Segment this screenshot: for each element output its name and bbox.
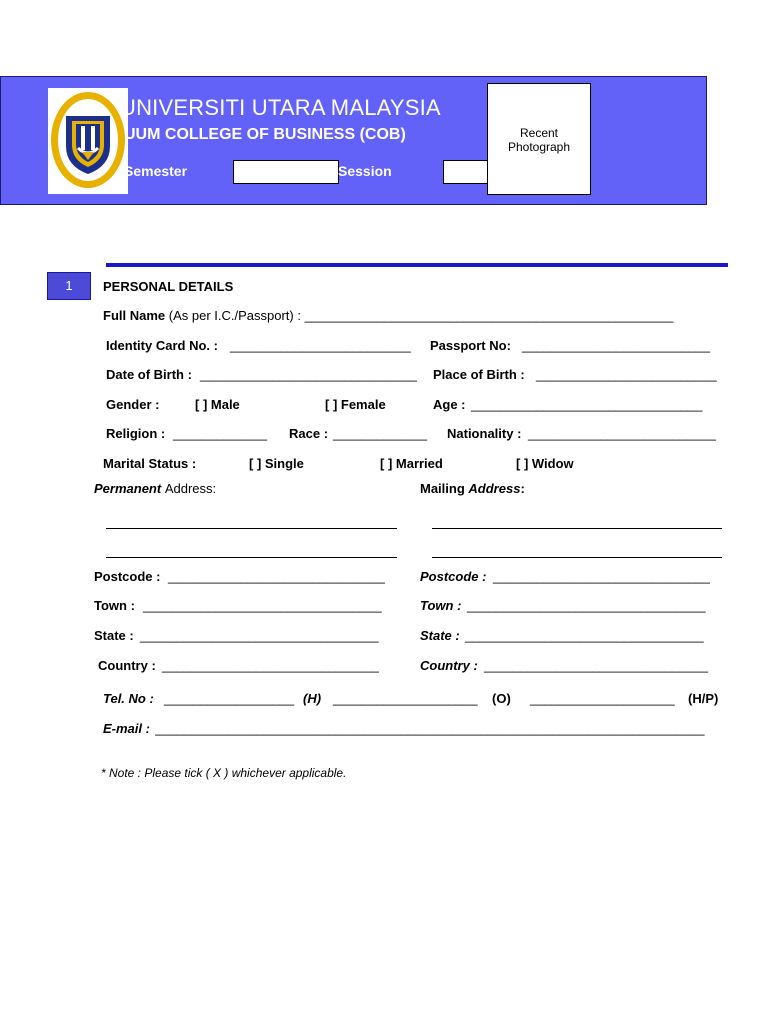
address-word-italic: Address <box>468 481 521 496</box>
marital-single-checkbox[interactable]: [ ] Single <box>249 456 304 471</box>
full-name-label: Full Name <box>103 308 166 323</box>
mail-town-label: Town : <box>420 598 462 613</box>
town-blank[interactable]: _________________________________ <box>143 598 382 613</box>
photo-label-line1: Recent <box>519 126 559 140</box>
college-name: UUM COLLEGE OF BUSINESS (COB) <box>124 126 406 143</box>
dob-blank[interactable]: ______________________________ <box>200 367 417 382</box>
nationality-label: Nationality : <box>447 426 522 441</box>
section-title: PERSONAL DETAILS <box>103 279 234 294</box>
race-label: Race : <box>289 426 329 441</box>
permanent-address-line-1[interactable] <box>106 528 397 529</box>
session-label: Session <box>338 163 392 179</box>
mailing-address-line-1[interactable] <box>432 528 722 529</box>
section-number: 1 <box>47 272 91 300</box>
ic-blank[interactable]: _________________________ <box>230 338 411 353</box>
tel-handphone-blank[interactable]: ____________________ <box>530 691 675 706</box>
semester-label: Semester <box>124 163 188 179</box>
photo-label-line2: Photograph <box>507 140 571 154</box>
tel-office-blank[interactable]: ____________________ <box>333 691 478 706</box>
age-blank[interactable]: ________________________________ <box>471 397 703 412</box>
mail-postcode-blank[interactable]: ______________________________ <box>493 569 710 584</box>
mailing-address-line-2[interactable] <box>432 557 722 558</box>
country-label: Country : <box>98 658 156 673</box>
race-blank[interactable]: _____________ <box>333 426 427 441</box>
tel-home-blank[interactable]: __________________ <box>164 691 295 706</box>
address-colon: : <box>520 481 525 496</box>
religion-label: Religion : <box>106 426 166 441</box>
tel-handphone-tag: (H/P) <box>688 691 719 706</box>
tel-label: Tel. No : <box>103 691 154 706</box>
pob-blank[interactable]: _________________________ <box>536 367 717 382</box>
email-blank[interactable]: ____________________________________________________________________________ <box>155 721 705 736</box>
mailing-word: Mailing <box>420 481 465 496</box>
marital-married-checkbox[interactable]: [ ] Married <box>380 456 443 471</box>
mail-country-blank[interactable]: _______________________________ <box>484 658 709 673</box>
crest-icon <box>48 88 128 194</box>
tel-home-tag: (H) <box>303 691 322 706</box>
permanent-address-label <box>94 481 216 496</box>
age-label: Age : <box>433 397 466 412</box>
permanent-word: Permanent <box>94 481 162 496</box>
passport-label: Passport No: <box>430 338 511 353</box>
passport-blank[interactable]: __________________________ <box>522 338 710 353</box>
university-logo <box>48 88 128 194</box>
country-blank[interactable]: ______________________________ <box>162 658 379 673</box>
mailing-address-label <box>420 481 525 496</box>
marital-widow-checkbox[interactable]: [ ] Widow <box>516 456 574 471</box>
mail-town-blank[interactable]: _________________________________ <box>467 598 706 613</box>
postcode-label: Postcode : <box>94 569 161 584</box>
university-name: UNIVERSITI UTARA MALAYSIA <box>120 95 441 120</box>
permanent-address-line-2[interactable] <box>106 557 397 558</box>
email-label: E-mail : <box>103 721 150 736</box>
gender-female-checkbox[interactable]: [ ] Female <box>325 397 386 412</box>
state-blank[interactable]: _________________________________ <box>140 628 379 643</box>
postcode-blank[interactable]: ______________________________ <box>168 569 385 584</box>
religion-blank[interactable]: _____________ <box>173 426 267 441</box>
mail-state-label: State : <box>420 628 460 643</box>
mail-state-blank[interactable]: _________________________________ <box>465 628 704 643</box>
mail-country-label: Country : <box>420 658 478 673</box>
state-label: State : <box>94 628 134 643</box>
address-word: Address: <box>164 481 217 496</box>
semester-input[interactable] <box>233 160 339 184</box>
full-name-blank[interactable]: ___________________________________________________ <box>304 308 674 323</box>
gender-label: Gender : <box>106 397 160 412</box>
note-text: * Note : Please tick ( X ) whichever applicable. <box>101 766 347 780</box>
full-name-row[interactable] <box>103 308 673 323</box>
nationality-blank[interactable]: __________________________ <box>528 426 716 441</box>
ic-label: Identity Card No. : <box>106 338 218 353</box>
mail-postcode-label: Postcode : <box>420 569 487 584</box>
marital-status-label: Marital Status : <box>103 456 197 471</box>
town-label: Town : <box>94 598 135 613</box>
section-divider <box>106 263 728 267</box>
gender-male-checkbox[interactable]: [ ] Male <box>195 397 240 412</box>
tel-office-tag: (O) <box>492 691 511 706</box>
pob-label: Place of Birth : <box>433 367 525 382</box>
dob-label: Date of Birth : <box>106 367 192 382</box>
photo-box[interactable] <box>487 83 591 195</box>
full-name-hint: (As per I.C./Passport) : <box>168 308 301 323</box>
